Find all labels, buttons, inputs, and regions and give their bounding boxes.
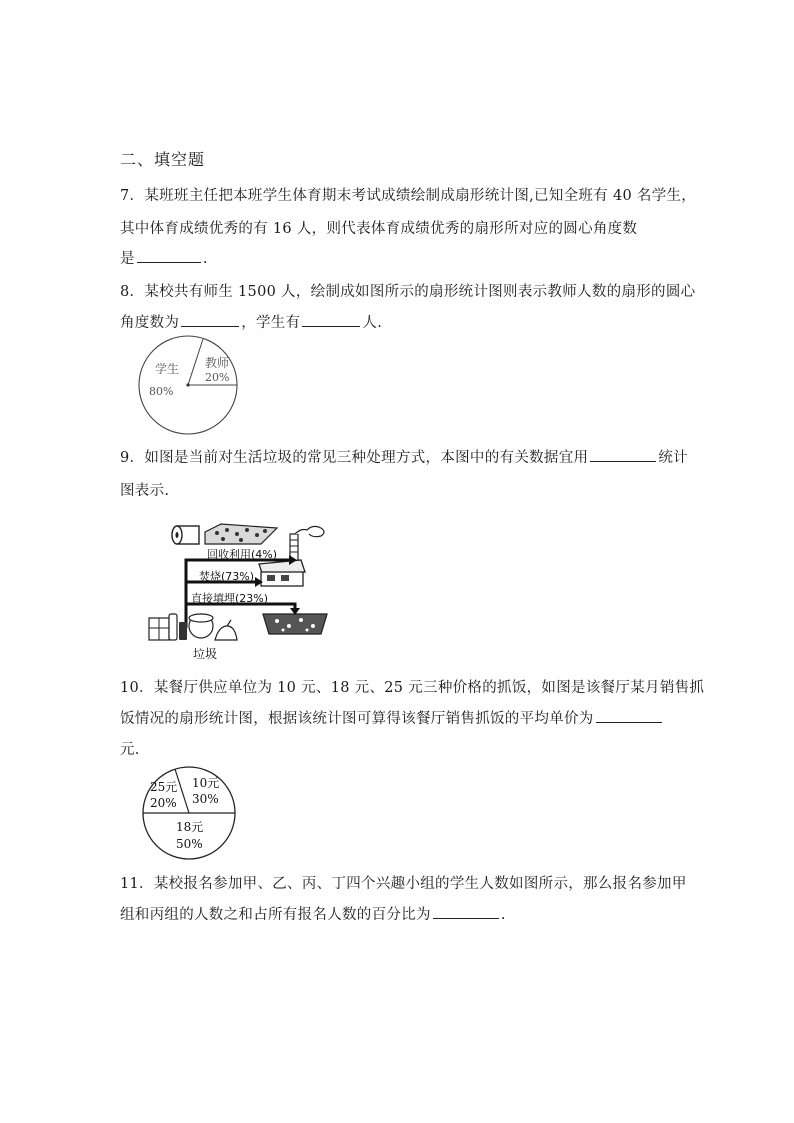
q8-text-c: 人. (362, 315, 383, 331)
q8-student-pct: 80% (149, 385, 174, 398)
q11-line1: 11．某校报名参加甲、乙、丙、丁四个兴趣小组的学生人数如图所示，那么报名参加甲 (120, 876, 687, 892)
q10-slice-a-pct: 20% (150, 796, 177, 810)
q9-text-a: 9．如图是当前对生活垃圾的常见三种处理方式，本图中的有关数据宜用 (120, 450, 589, 466)
q9-answer-blank[interactable] (590, 447, 656, 462)
paper-roll-icon (172, 526, 199, 544)
q10-slice-b-pct: 30% (192, 792, 219, 806)
q8-text-b: ，学生有 (241, 315, 301, 331)
q8-line1: 8．某校共有师生 1500 人，绘制成如图所示的扇形统计图则表示教师人数的扇形的圆心 (120, 284, 696, 300)
q8-teacher-pct: 20% (205, 371, 230, 384)
q8-text-a: 角度数为 (120, 315, 180, 331)
q9-line2: 图表示. (120, 483, 170, 499)
landfill-label: 直接填埋(23%) (191, 592, 269, 605)
recycle-label: 回收利用(4%) (207, 548, 278, 561)
landfill-icon (263, 614, 327, 634)
q8-teacher-label: 教师 (205, 356, 230, 370)
q8-answer-blank-2[interactable] (302, 312, 360, 327)
garbage-pile-icon (149, 614, 237, 640)
q7-answer-blank[interactable] (137, 248, 201, 263)
q10-slice-b-label: 10元 (192, 776, 220, 790)
q9-line1 (120, 446, 688, 467)
q10-line2 (120, 707, 664, 728)
q10-slice-c-pct: 50% (176, 837, 203, 851)
q8-pie-chart (134, 335, 246, 439)
q7-line1: 7．某班班主任把本班学生体育期末考试成绩绘制成扇形统计图,已知全班有 40 名学生， (120, 188, 697, 204)
q10-slice-c-label: 18元 (176, 820, 204, 834)
q8-student-label: 学生 (155, 362, 180, 376)
q7-suffix: . (202, 251, 208, 267)
section-title: 二、填空题 (120, 150, 206, 169)
q7-line2: 其中体育成绩优秀的有 16 人，则代表体育成绩优秀的扇形所对应的圆心角度数 (120, 221, 638, 237)
q8-pie-center (186, 383, 189, 386)
q10-line3: 元. (120, 742, 140, 758)
q10-text: 饭情况的扇形统计图，根据该统计图可算得该餐厅销售抓饭的平均单价为 (120, 711, 594, 727)
q10-line1: 10．某餐厅供应单位为 10 元、18 元、25 元三种价格的抓饭，如图是该餐厅某月销售抓 (120, 680, 705, 696)
q10-answer-blank[interactable] (596, 708, 662, 723)
q11-answer-blank[interactable] (433, 904, 499, 919)
burn-label: 焚烧(73%) (199, 570, 255, 583)
q11-suffix: . (500, 907, 506, 923)
q8-answer-blank-1[interactable] (181, 312, 239, 327)
q11-line2 (120, 903, 506, 924)
q10-slice-a-label: 25元 (150, 780, 178, 794)
garbage-label: 垃圾 (193, 647, 218, 661)
q9-garbage-diagram (143, 518, 335, 664)
q7-line3 (120, 247, 208, 268)
q8-line2 (120, 311, 382, 332)
q10-pie-chart (134, 765, 244, 863)
chimney-icon (290, 526, 324, 564)
recycled-sheet-icon (205, 524, 277, 544)
q9-text-b: 统计 (658, 450, 688, 466)
q11-text: 组和丙组的人数之和占所有报名人数的百分比为 (120, 907, 431, 923)
q7-prefix: 是 (120, 251, 135, 267)
incinerator-icon (259, 560, 305, 586)
